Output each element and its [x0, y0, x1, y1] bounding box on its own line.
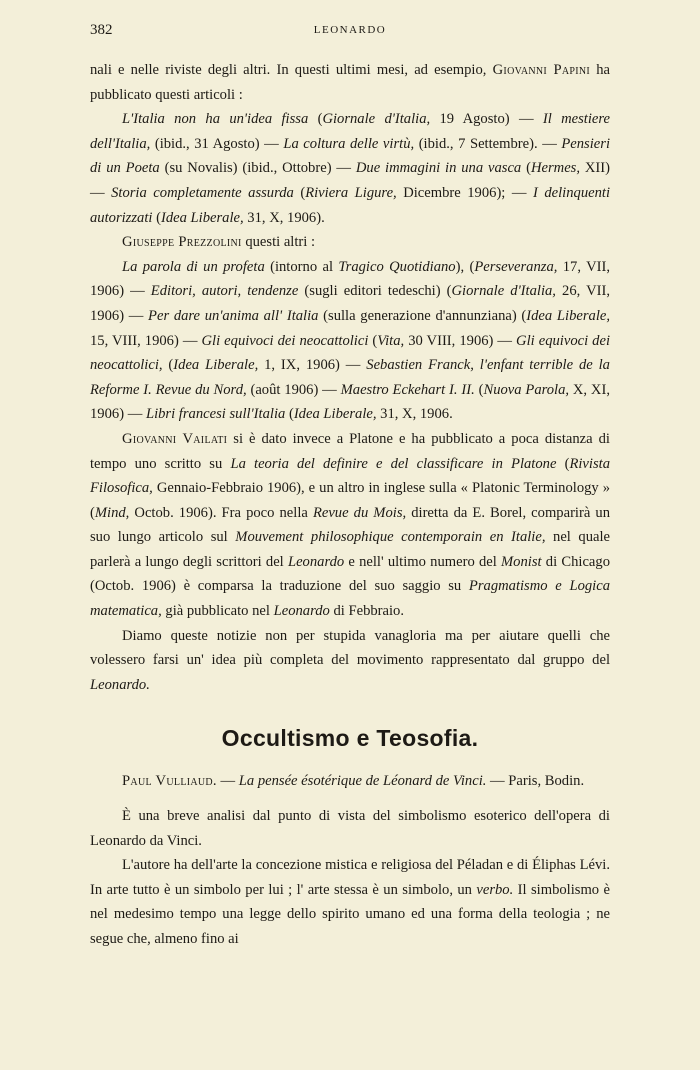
paragraph: L'Italia non ha un'idea fissa (Giornale d'Italia, 19 Agosto) — Il mestiere dell'Italia, (ibid., 31 Agosto) — La coltura delle virtù, (ibid., 7 Settembre). — Pensieri di un Poeta (su Novalis) (ibid., Ottobre) — Due immagini in una vasca (Hermes, XII) — Storia completamente assurda (Riviera Ligure, Dicembre 1906); — I delinquenti autorizzati (Idea Liberale, 31, X, 1906). — [90, 111, 611, 226]
paragraph: Giovanni Vailati si è dato invece a Platone e ha pubblicato a poca distanza di tempo uno scritto su La teoria del definire e del classificare in Platone (Rivista Filosofica, Gennaio-Febbraio 1906), e un altro in inglese sulla « Platonic Terminology » (Mind, Octob. 1906). Fra poco nella Revue du Mois, diretta da E. Borel, comparirà un suo lungo articolo sul Mouvement philosophique contemporain en Italie, nel quale parlerà a lungo degli scrittori del Leonardo e nell' ultimo numero del Monist di Chicago (Octob. 1906) è comparsa la traduzione del suo saggio su Pragmatismo e Logica matematica, già pubblicato nel Leonardo di Febbraio. — [90, 430, 611, 620]
paragraph: L'autore ha dell'arte la concezione mistica e religiosa del Péladan e di Éliphas Lévi. In arte tutto è un simbolo per lui ; l' arte stessa è un simbolo, un verbo. Il simbolismo è nel medesimo tempo una legge dello spirito umano ed una forma della teologia ; ne segue che, almeno fino ai — [90, 857, 610, 947]
paragraph: La parola di un profeta (intorno al Tragico Quotidiano), (Perseveranza, 17, VII, 1906) — Editori, autori, tendenze (sugli editori tedeschi) (Giornale d'Italia, 26, VII, 1906) — Per dare un'anima all' Italia (sulla generazione d'annunziana) (Idea Liberale, 15, VIII, 1906) — Gli equivoci dei neocattolici (Vita, 30 VIII, 1906) — Gli equivoci dei neocattolici, (Idea Liberale, 1, IX, 1906) — Sebastien Franck, l'enfant terrible de la Reforme I. Revue du Nord, (août 1906) — Maestro Eckehart I. II. (Nuova Parola, X, XI, 1906) — Libri francesi sull'Italia (Idea Liberale, 31, X, 1906. — [90, 258, 611, 423]
author-name: Paul Vulliaud. — [122, 773, 217, 790]
page-number: 382 — [90, 22, 113, 38]
bibliographic-entry: Paul Vulliaud. — La pensée ésotérique de Léonard de Vinci. — Paris, Bodin. — [122, 773, 585, 790]
author-name: Giovanni Papini — [492, 62, 591, 78]
section-title: Occultismo e Teosofia. — [221, 725, 479, 752]
page-body — [90, 58, 610, 952]
paragraph: Diamo queste notizie non per stupida vanagloria ma per aiutare quelli che volessero farsi un' idea più completa del movimento rappresentato dal gruppo del Leonardo. — [90, 627, 610, 693]
author-name: Giovanni Vailati — [122, 430, 228, 447]
author-name: Giuseppe Prezzolini — [122, 234, 242, 251]
page-header — [90, 22, 610, 42]
running-head: LEONARDO — [313, 24, 387, 36]
paragraph: nali e nelle riviste degli altri. In questi ultimi mesi, ad esempio, Giovanni Papini ha pubblicato questi articoli : — [90, 62, 610, 103]
paragraph: Giuseppe Prezzolini questi altri : — [122, 234, 316, 251]
paragraph: È una breve analisi dal punto di vista del simbolismo esoterico dell'opera di Leonardo da Vinci. — [90, 808, 610, 849]
